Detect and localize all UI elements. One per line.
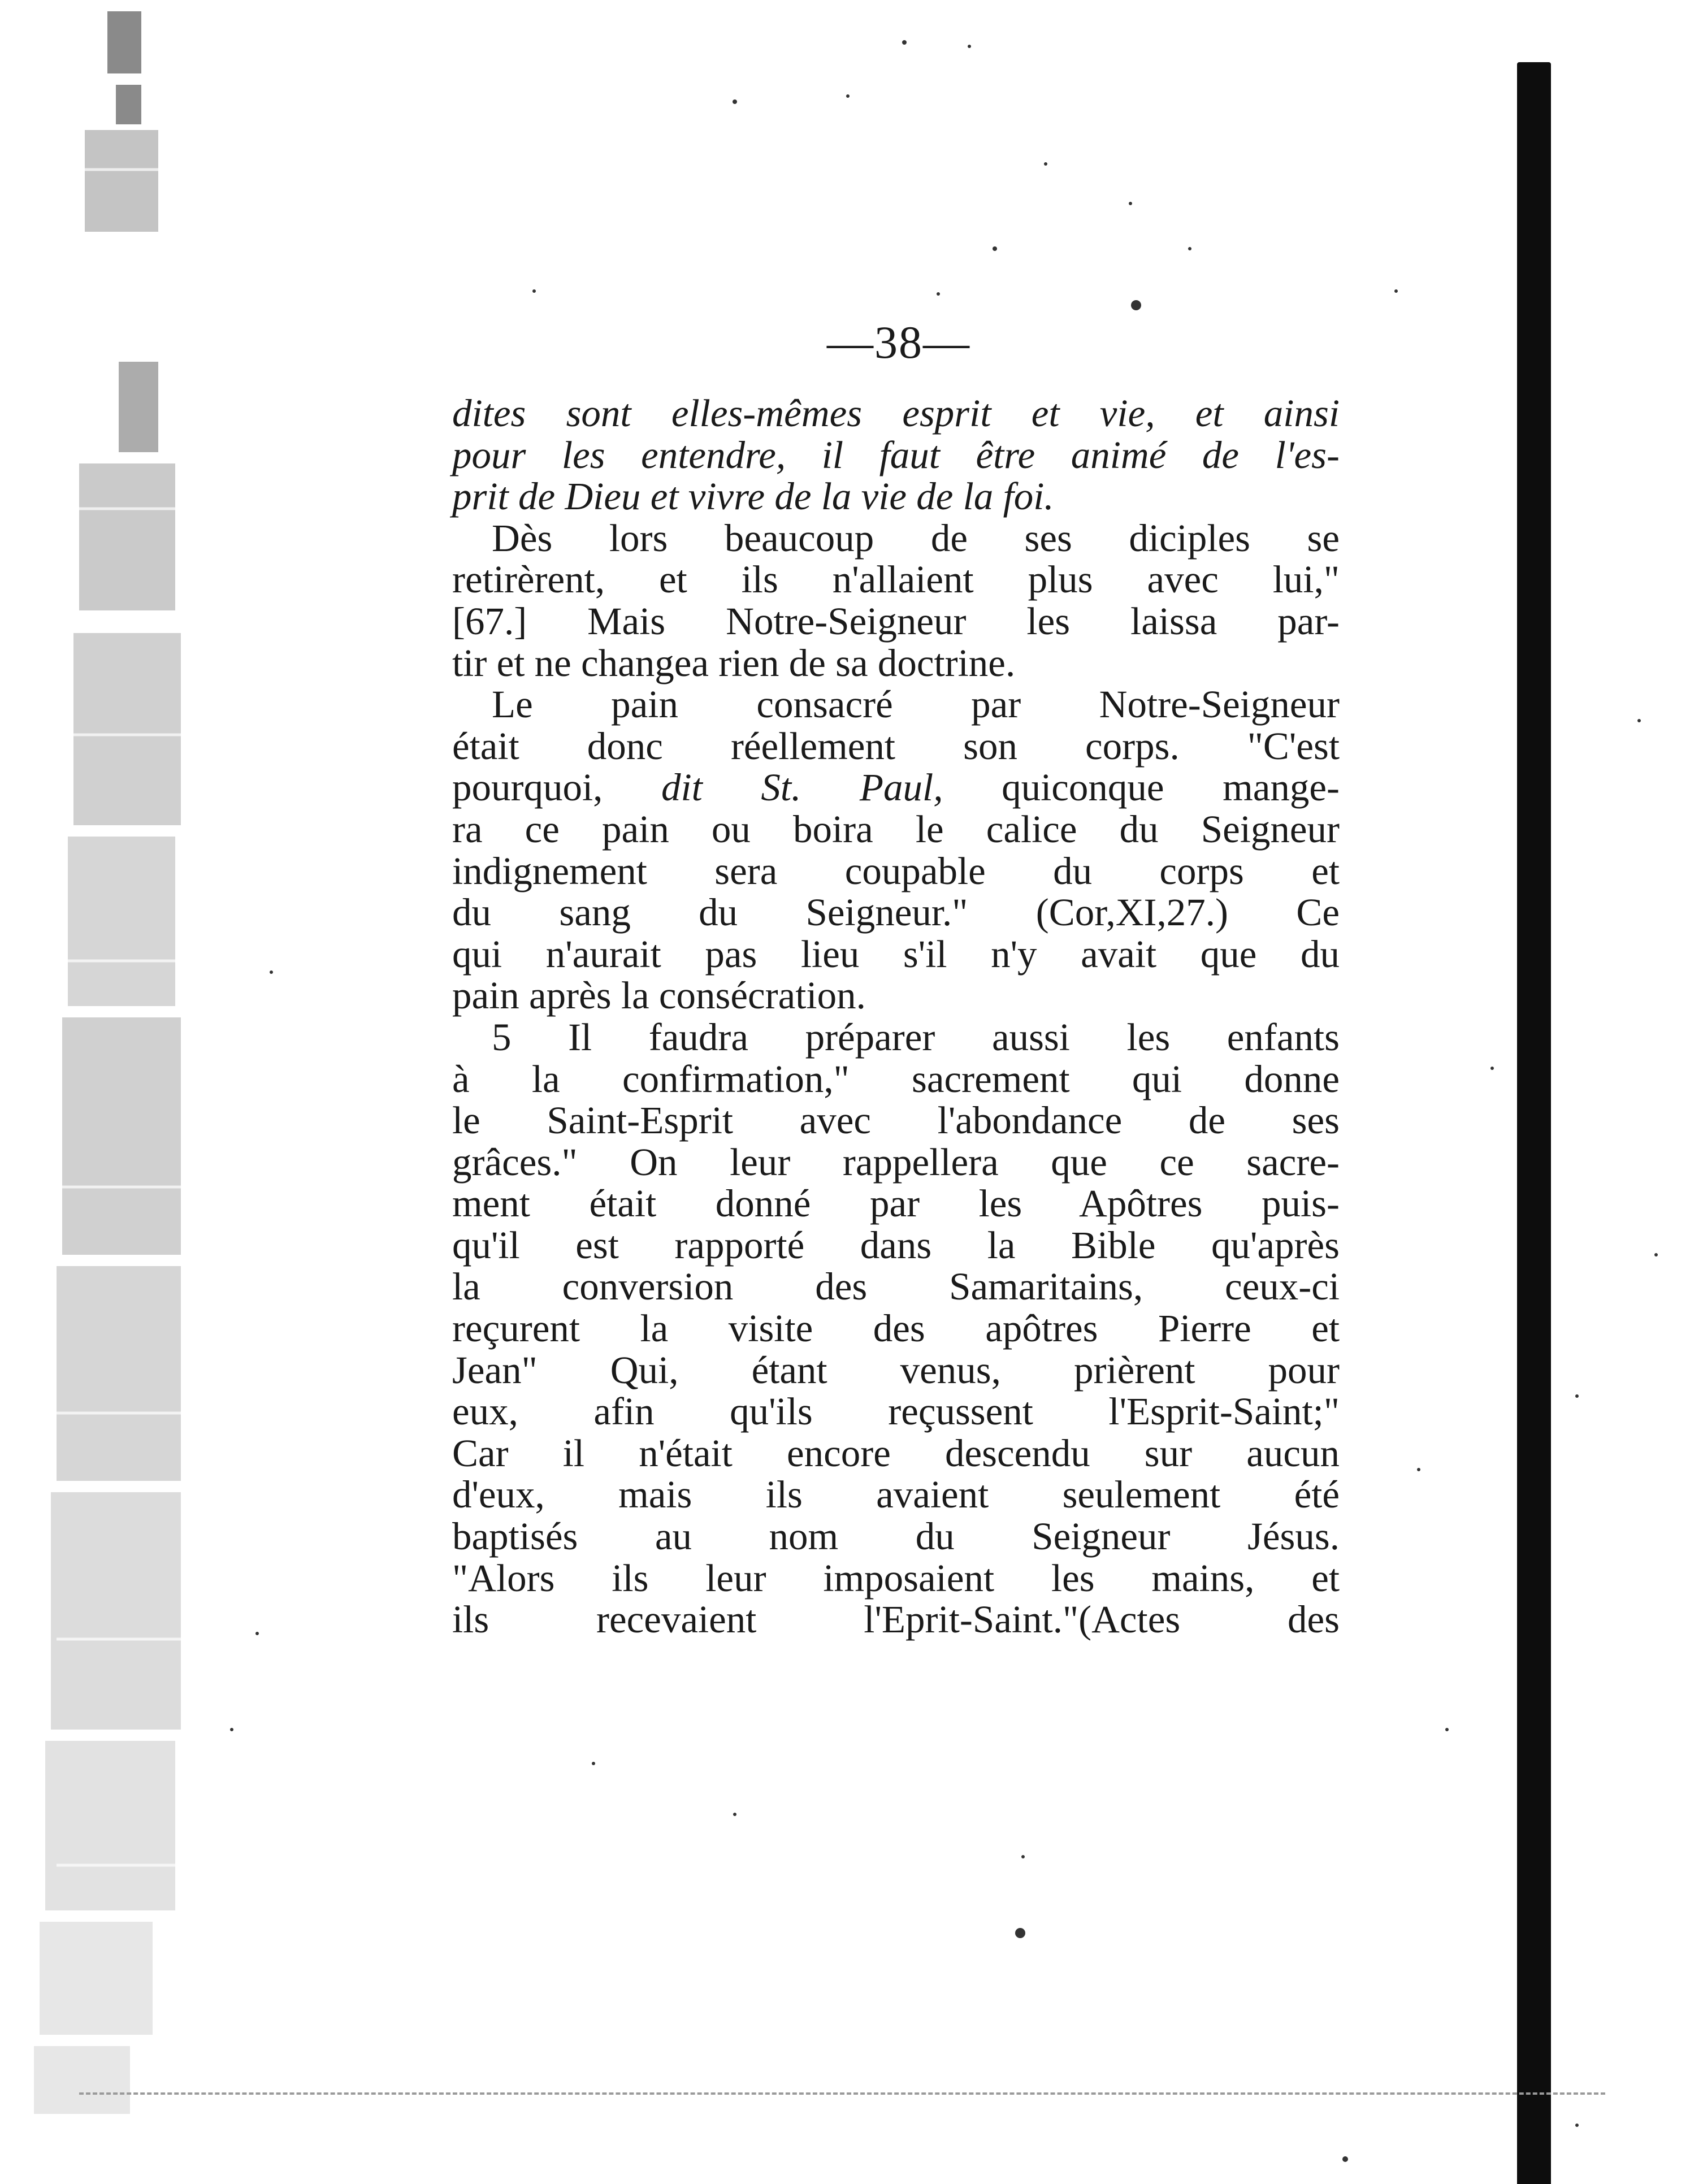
text-line: pain après la consécration. <box>452 974 866 1017</box>
text-line: indignement sera coupable du corps et <box>452 849 1340 892</box>
text-line: Le pain consacré par Notre-Seigneur <box>492 683 1340 726</box>
text-line: grâces." On leur rappellera que ce sacre- <box>452 1140 1340 1184</box>
text-line: à la confirmation," sacrement qui donne <box>452 1057 1340 1100</box>
text-line: du sang du Seigneur." (Cor,XI,27.) Ce <box>452 891 1340 934</box>
text-line: retirèrent, et ils n'allaient plus avec lui," <box>452 558 1340 601</box>
text-line: tir et ne changea rien de sa doctrine. <box>452 641 1016 684</box>
text-line: était donc réellement son corps. "C'est <box>452 724 1340 768</box>
text-line: ra ce pain ou boira le calice du Seigneur <box>452 807 1340 851</box>
text-line: ils recevaient l'Eprit-Saint."(Actes des <box>452 1598 1340 1641</box>
body-text <box>452 393 1340 1641</box>
text-line: Jean" Qui, étant venus, prièrent pour <box>452 1348 1340 1392</box>
text-line: reçurent la visite des apôtres Pierre et <box>452 1307 1340 1350</box>
text-line: 5 Il faudra préparer aussi les enfants <box>492 1015 1340 1059</box>
italic-fragment: dit St. Paul, <box>661 766 943 809</box>
text-line: Dès lors beaucoup de ses diciples se <box>492 516 1340 560</box>
bottom-scan-artifact-line <box>79 2092 1605 2095</box>
binding-shadow-bar <box>1517 62 1551 2184</box>
text-line: "Alors ils leur imposaient les mains, et <box>452 1556 1340 1600</box>
text-line: prit de Dieu et vivre de la vie de la foi. <box>452 475 1054 518</box>
text-line: Car il n'était encore descendu sur aucun <box>452 1431 1340 1475</box>
text-line: pourquoi, dit St. Paul, quiconque mange- <box>452 766 1340 809</box>
text-line: pour les entendre, il faut être animé de l'es- <box>452 433 1340 476</box>
text-line: dites sont elles-mêmes esprit et vie, et ainsi <box>452 392 1340 435</box>
scan-noise-left-edge <box>0 0 187 2184</box>
text-line: baptisés au nom du Seigneur Jésus. <box>452 1515 1340 1558</box>
text-line: le Saint-Esprit avec l'abondance de ses <box>452 1099 1340 1142</box>
text-line: eux, afin qu'ils reçussent l'Esprit-Saint;" <box>452 1390 1340 1433</box>
text-line: la conversion des Samaritains, ceux-ci <box>452 1265 1340 1308</box>
page-number: —38— <box>827 317 970 368</box>
text-line: ment était donné par les Apôtres puis- <box>452 1182 1340 1225</box>
text-line: qu'il est rapporté dans la Bible qu'après <box>452 1223 1340 1267</box>
text-line: d'eux, mais ils avaient seulement été <box>452 1473 1340 1516</box>
text-line: [67.] Mais Notre-Seigneur les laissa par- <box>452 599 1340 643</box>
text-line: qui n'aurait pas lieu s'il n'y avait que du <box>452 932 1340 976</box>
